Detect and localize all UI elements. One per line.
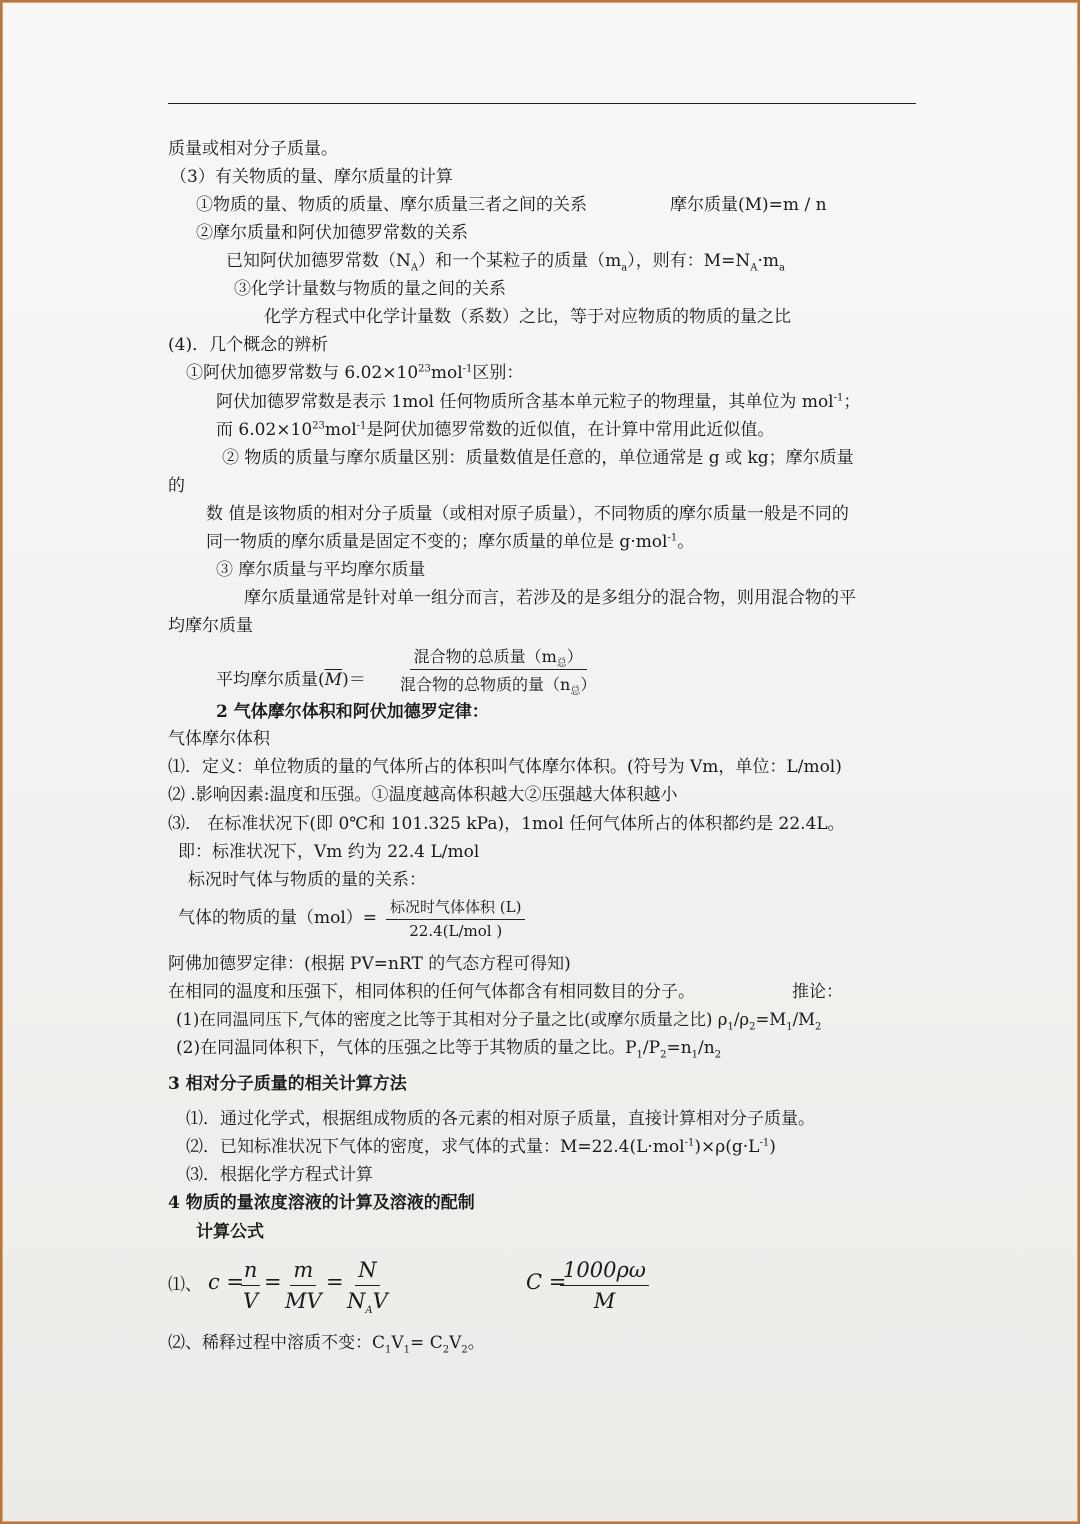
text: 阿伏加德罗常数是表示 1mol 任何物质所含基本单元粒子的物理量，其单位为 mol <box>216 392 834 412</box>
fraction-denominator: M <box>593 1289 616 1313</box>
text: 在相同的温度和压强下，相同体积的任何气体都含有相同数目的分子。 <box>168 982 695 1002</box>
text: 4 物质的量浓度溶液的计算及溶液的配制 <box>168 1193 475 1213</box>
text: ） <box>580 675 597 694</box>
fraction-m-over-mv <box>282 1258 325 1313</box>
subscript: 2 <box>714 1049 722 1061</box>
superscript: -1 <box>667 532 678 544</box>
text: （3）有关物质的量、摩尔质量的计算 <box>170 167 453 187</box>
text: 阿佛加德罗定律：(根据 PV=nRT 的气态方程可得知) <box>168 954 571 974</box>
text: 平均摩尔质量( <box>216 670 325 690</box>
text: 即：标准状况下，Vm 约为 22.4 L/mol <box>178 842 480 862</box>
text: 混合物的总物质的量（n <box>400 675 571 694</box>
text-line <box>234 278 506 300</box>
text: /M <box>792 1010 816 1029</box>
text: 3 相对分子质量的相关计算方法 <box>168 1074 407 1094</box>
text: ③ 摩尔质量与平均摩尔质量 <box>216 560 426 580</box>
text: ； <box>843 392 861 412</box>
text-line <box>168 615 253 637</box>
text-line <box>176 1009 821 1031</box>
text: V <box>449 1333 462 1353</box>
text: C = <box>526 1270 567 1294</box>
text: )×ρ(g·L <box>694 1137 760 1157</box>
superscript: -1 <box>759 1137 770 1149</box>
fraction-numerator: m <box>290 1258 316 1286</box>
text: ② 物质的质量与摩尔质量区别：质量数值是任意的，单位通常是 g 或 kg；摩尔质量 <box>222 448 854 468</box>
subscript: 1 <box>636 1049 643 1061</box>
average-molar-mass-fraction <box>396 644 600 698</box>
text: 已知阿伏加德罗常数（N <box>226 251 411 271</box>
text-line <box>216 419 774 441</box>
formula-label <box>216 669 366 691</box>
math-symbol <box>326 1270 344 1294</box>
text: 2 气体摩尔体积和阿伏加德罗定律： <box>216 702 489 722</box>
text: = <box>264 1270 282 1294</box>
subsection-heading <box>196 1221 264 1243</box>
text: (4)．几个概念的辨析 <box>168 335 329 355</box>
text: 气体的物质的量（mol）= <box>178 908 378 928</box>
text: ①物质的量、物质的质量、摩尔质量三者之间的关系 <box>196 195 587 215</box>
text-line <box>244 587 856 609</box>
text-line <box>186 1108 815 1130</box>
text: ） <box>566 647 583 666</box>
section-heading <box>168 1192 475 1214</box>
text: )＝ <box>342 670 366 690</box>
text-line <box>186 362 523 384</box>
text-line <box>188 869 426 891</box>
text: /P <box>642 1038 661 1058</box>
text: ⑵ .影响因素:温度和压强。①温度越高体积越大②压强越大体积越小 <box>168 785 678 805</box>
fraction-denominator: MV <box>285 1289 322 1313</box>
text: ⑶． 在标准状况下(即 0℃和 101.325 kPa)，1mol 任何气体所占的体积都约是 22.4L。 <box>168 814 845 834</box>
subscript: 1 <box>727 1021 734 1033</box>
text: ⑴、 <box>168 1275 202 1295</box>
gas-moles-fraction <box>386 896 525 940</box>
math-symbol <box>264 1270 282 1294</box>
text-line <box>176 1037 721 1059</box>
subscript: 1 <box>403 1344 411 1356</box>
text: 的 <box>168 476 185 496</box>
text: 数 值是该物质的相对分子质量（或相对原子质量），不同物质的摩尔质量一般是不同的 <box>206 504 849 524</box>
text: $\overline{M}$ <box>324 670 343 690</box>
text-line <box>168 981 695 1003</box>
superscript: -1 <box>684 1137 695 1149</box>
text: ⑴．通过化学式，根据组成物质的各元素的相对原子质量，直接计算相对分子质量。 <box>186 1109 815 1129</box>
text: 推论： <box>792 982 843 1002</box>
text: 区别： <box>472 363 524 383</box>
text: N <box>347 1289 366 1313</box>
text-line <box>792 981 843 1003</box>
text: 而 6.02×10 <box>216 420 313 440</box>
fraction-denominator: 22.4(L/mol ) <box>409 922 503 940</box>
superscript: -1 <box>462 363 473 375</box>
text: ⑶．根据化学方程式计算 <box>186 1165 373 1185</box>
text-line <box>168 1332 485 1354</box>
header-rule <box>168 103 916 104</box>
text-line <box>206 531 694 553</box>
text-line <box>168 756 842 778</box>
fraction-denominator <box>396 670 600 698</box>
text: c = <box>208 1270 245 1294</box>
text: mol <box>430 363 463 383</box>
text-line <box>264 306 791 328</box>
subscript: A <box>750 262 758 274</box>
text-line <box>168 784 678 806</box>
subscript: 2 <box>749 1021 756 1033</box>
text-line <box>222 447 854 469</box>
text: /ρ <box>733 1010 750 1029</box>
superscript: 23 <box>418 363 431 375</box>
subscript: 1 <box>385 1344 392 1356</box>
text-line <box>196 194 587 216</box>
text: 气体摩尔体积 <box>168 729 270 749</box>
text: 。 <box>467 1333 485 1353</box>
text-line <box>170 166 453 188</box>
text-line <box>168 475 185 497</box>
subscript: a <box>621 262 628 274</box>
superscript: -1 <box>356 420 367 432</box>
subscript: 总 <box>556 658 567 670</box>
text-line <box>206 503 849 525</box>
fraction-numerator: N <box>355 1258 379 1286</box>
fraction-numerator <box>410 644 587 670</box>
text: ③化学计量数与物质的量之间的关系 <box>234 279 506 299</box>
text: 是阿伏加德罗常数的近似值，在计算中常用此近似值。 <box>366 420 775 440</box>
text: ①阿伏加德罗常数与 6.02×10 <box>186 363 419 383</box>
text: =n <box>666 1038 692 1058</box>
text: 计算公式 <box>196 1222 264 1242</box>
text: V <box>391 1333 404 1353</box>
text-line <box>226 250 785 272</box>
section-heading <box>168 1073 407 1095</box>
text-line <box>186 1164 373 1186</box>
text: mol <box>324 420 357 440</box>
math-symbol <box>208 1270 244 1294</box>
text-line <box>216 559 425 581</box>
subscript: 2 <box>442 1344 450 1356</box>
subscript: A <box>410 262 419 274</box>
text: (2)在同温同体积下，气体的压强之比等于其物质的量之比。P <box>176 1038 637 1058</box>
fraction-denominator <box>344 1286 391 1317</box>
text-line <box>168 334 328 356</box>
text: = C <box>410 1333 443 1353</box>
superscript: -1 <box>833 392 844 404</box>
superscript: 23 <box>312 420 325 432</box>
text-line <box>670 194 827 216</box>
text-line <box>196 222 468 244</box>
subscript: 1 <box>786 1021 793 1033</box>
text: ) <box>769 1137 776 1157</box>
text-line <box>186 1136 776 1158</box>
text: ·m <box>757 251 779 271</box>
subscript: a <box>779 262 785 274</box>
text: 同一物质的摩尔质量是固定不变的；摩尔质量的单位是 g·mol <box>206 532 668 552</box>
fraction-numerator: 标况时气体体积 (L) <box>386 896 525 920</box>
fraction-concentration <box>560 1258 649 1313</box>
text-line <box>216 391 860 413</box>
fraction-denominator: V <box>243 1289 259 1313</box>
text: 化学方程式中化学计量数（系数）之比，等于对应物质的物质的量之比 <box>264 307 791 327</box>
text: 混合物的总质量（m <box>413 647 557 666</box>
fraction-n-over-nav <box>344 1258 391 1317</box>
text: V <box>372 1289 388 1313</box>
fraction-numerator: 1000ρω <box>560 1258 649 1286</box>
section-heading <box>216 701 489 723</box>
subscript: 1 <box>691 1049 699 1061</box>
text: ）和一个某粒子的质量（m <box>418 251 622 271</box>
text: ⑵、稀释过程中溶质不变：C <box>168 1333 386 1353</box>
text: ⑴．定义：单位物质的量的气体所占的体积叫气体摩尔体积。(符号为 Vm，单位：L/mol) <box>168 757 842 777</box>
text: 均摩尔质量 <box>168 616 253 636</box>
text: 质量或相对分子质量。 <box>168 139 338 159</box>
formula-label <box>168 1274 202 1296</box>
formula-label <box>178 907 377 929</box>
text-line <box>168 138 338 160</box>
text: ②摩尔质量和阿伏加德罗常数的关系 <box>196 223 468 243</box>
text: 。 <box>677 532 695 552</box>
text-line <box>168 953 571 975</box>
text-line <box>168 728 270 750</box>
text-line <box>178 841 479 863</box>
text: (1)在同温同压下,气体的密度之比等于其相对分子量之比(或摩尔质量之比) ρ <box>176 1010 728 1029</box>
text: ），则有：M=N <box>627 251 751 271</box>
fraction-numerator: n <box>241 1258 261 1286</box>
text-line <box>168 813 845 835</box>
text: /n <box>698 1038 715 1058</box>
text: =M <box>755 1010 787 1029</box>
text: 摩尔质量(M)=m / n <box>670 195 827 215</box>
subscript: 2 <box>815 1021 822 1033</box>
text: = <box>326 1270 344 1294</box>
fraction-n-over-v <box>240 1258 261 1313</box>
text: ⑵．已知标准状况下气体的密度，求气体的式量：M=22.4(L·mol <box>186 1137 685 1157</box>
text: 标况时气体与物质的量的关系： <box>188 870 426 890</box>
subscript: 2 <box>461 1344 468 1356</box>
text: 摩尔质量通常是针对单一组分而言，若涉及的是多组分的混合物，则用混合物的平 <box>244 588 856 608</box>
subscript: 2 <box>660 1049 667 1061</box>
subscript: A <box>365 1305 373 1317</box>
subscript: 总 <box>570 686 581 698</box>
